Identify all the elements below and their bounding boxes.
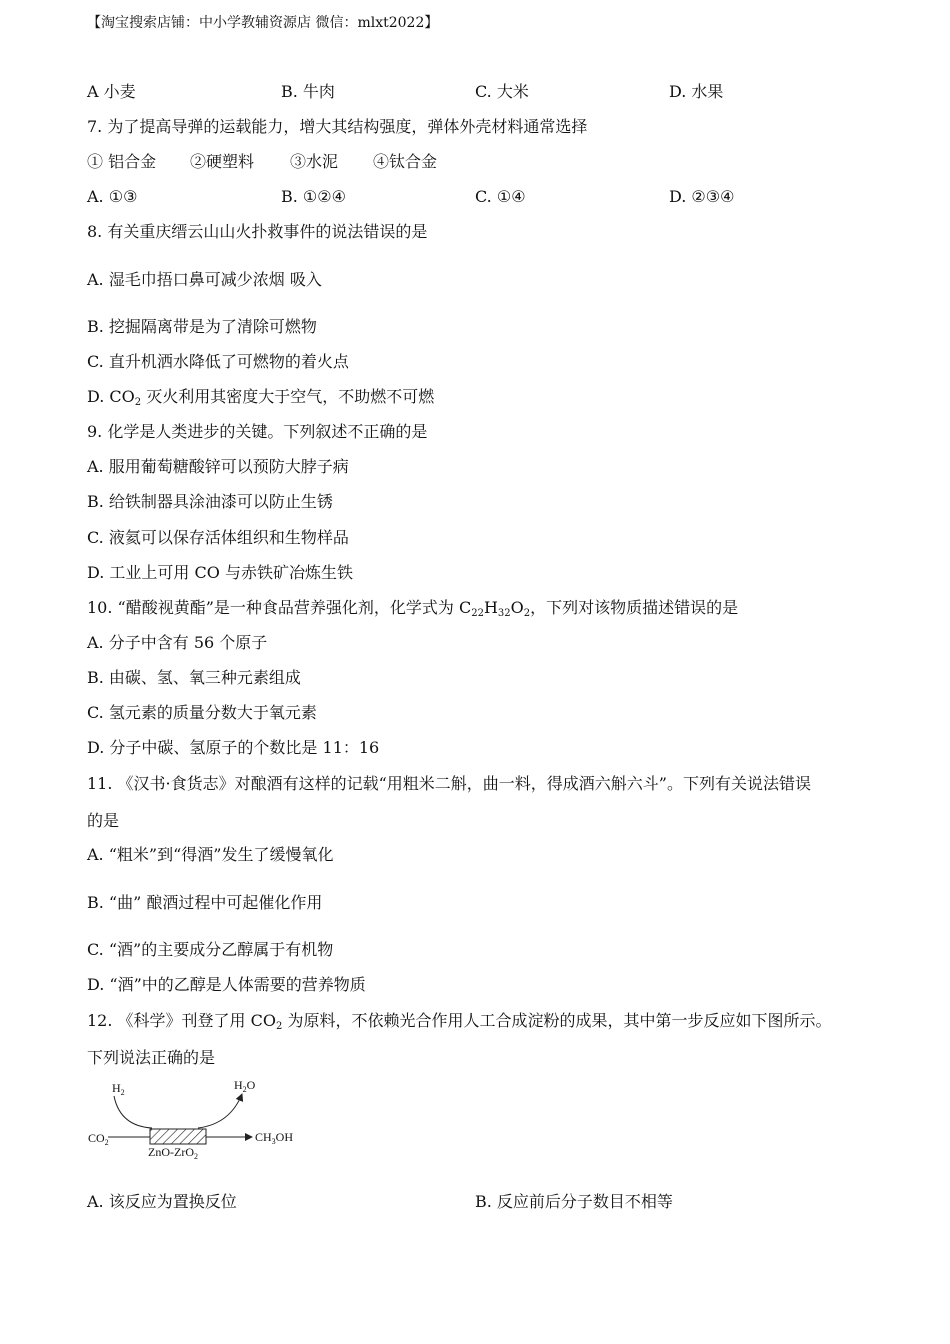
page-header-banner: 【淘宝搜索店铺：中小学教辅资源店 微信：mlxt2022】 bbox=[87, 15, 439, 31]
q7-option-d: D. ②③④ bbox=[669, 187, 735, 206]
q11-option-a: A. “粗米”到“得酒”发生了缓慢氧化 bbox=[87, 845, 334, 864]
q11-option-d: D. “酒”中的乙醇是人体需要的营养物质 bbox=[87, 975, 366, 994]
q10-sub-c: 22 bbox=[471, 608, 484, 619]
q6-option-d: D. 水果 bbox=[669, 82, 724, 101]
q8-option-d bbox=[87, 387, 434, 407]
q9-option-b: B. 给铁制器具涂油漆可以防止生锈 bbox=[87, 492, 333, 511]
q11-option-b: B. “曲” 酿酒过程中可起催化作用 bbox=[87, 893, 323, 912]
q8-option-c: C. 直升机洒水降低了可燃物的着火点 bbox=[87, 352, 349, 371]
q12-stem-line2: 下列说法正确的是 bbox=[87, 1048, 216, 1067]
q9-stem: 9. 化学是人类进步的关键。下列叙述不正确的是 bbox=[87, 422, 428, 441]
q8-option-a: A. 湿毛巾捂口鼻可减少浓烟 吸入 bbox=[87, 270, 322, 289]
q7-option-c: C. ①④ bbox=[475, 187, 526, 206]
q8-d-text: D. CO bbox=[87, 387, 135, 406]
q7-option-b: B. ①②④ bbox=[281, 187, 346, 206]
q12-option-b: B. 反应前后分子数目不相等 bbox=[475, 1192, 673, 1211]
q7-option-a: A. ①③ bbox=[87, 187, 138, 206]
q6-option-b: B. 牛肉 bbox=[281, 82, 335, 101]
label-catalyst: ZnO-ZrO$_2$ bbox=[148, 1145, 198, 1161]
q12-stem-subscript: 2 bbox=[275, 1021, 283, 1032]
q6-option-a: A 小麦 bbox=[87, 82, 136, 101]
reaction-diagram bbox=[86, 1076, 316, 1168]
q11-stem-line1: 11. 《汉书·食货志》对酿酒有这样的记载“用粗米二斛，曲一料，得成酒六斛六斗”。下列有关说法错误 bbox=[87, 774, 811, 793]
q7-item-2: ②硬塑料 bbox=[190, 152, 255, 171]
q11-stem-line2: 的是 bbox=[87, 811, 120, 830]
label-ch3oh: $CH_3OH$ bbox=[255, 1130, 294, 1146]
q9-option-c: C. 液氦可以保存活体组织和生物样品 bbox=[87, 528, 349, 547]
q7-stem: 7. 为了提高导弹的运载能力，增大其结构强度，弹体外壳材料通常选择 bbox=[87, 117, 588, 136]
catalyst-box bbox=[150, 1129, 206, 1144]
q8-stem: 8. 有关重庆缙云山山火扑救事件的说法错误的是 bbox=[87, 222, 428, 241]
q12-stem-text: 12. 《科学》刊登了用 CO bbox=[87, 1011, 276, 1030]
q12-stem-rest: 为原料，不依赖光合作用人工合成淀粉的成果，其中第一步反应如下图所示。 bbox=[282, 1011, 832, 1030]
q10-option-a: A. 分子中含有 56 个原子 bbox=[87, 633, 268, 652]
label-co2: $CO_2$ bbox=[88, 1131, 109, 1147]
q8-d-subscript: 2 bbox=[134, 397, 142, 408]
q10-option-b: B. 由碳、氢、氧三种元素组成 bbox=[87, 668, 301, 687]
q10-stem-text: 10. “醋酸视黄酯”是一种食品营养强化剂，化学式为 C bbox=[87, 598, 472, 617]
q10-sub-o: 2 bbox=[523, 608, 531, 619]
q10-h: H bbox=[483, 598, 498, 617]
q9-option-d: D. 工业上可用 CO 与赤铁矿冶炼生铁 bbox=[87, 563, 353, 582]
label-h2: $H_2$ bbox=[112, 1081, 125, 1097]
q8-option-b: B. 挖掘隔离带是为了清除可燃物 bbox=[87, 317, 317, 336]
q10-option-c: C. 氢元素的质量分数大于氧元素 bbox=[87, 703, 317, 722]
q8-d-rest: 灭火利用其密度大于空气，不助燃不可燃 bbox=[141, 387, 435, 406]
q10-option-d: D. 分子中碳、氢原子的个数比是 11：16 bbox=[87, 738, 380, 757]
q10-stem bbox=[87, 598, 738, 618]
q6-option-c: C. 大米 bbox=[475, 82, 529, 101]
q7-item-3: ③水泥 bbox=[290, 152, 339, 171]
q7-item-1: ① 铝合金 bbox=[87, 152, 157, 171]
q10-sub-h: 32 bbox=[497, 608, 511, 619]
h2-input-curve bbox=[114, 1096, 152, 1128]
q12-stem-line1 bbox=[87, 1011, 831, 1031]
q7-item-4: ④钛合金 bbox=[373, 152, 438, 171]
label-h2o: $H_2O$ bbox=[234, 1078, 256, 1094]
q10-stem-rest: ，下列对该物质描述错误的是 bbox=[530, 598, 739, 617]
h2o-output-arrow bbox=[198, 1094, 242, 1128]
q12-option-a: A. 该反应为置换反位 bbox=[87, 1192, 237, 1211]
q11-option-c: C. “酒”的主要成分乙醇属于有机物 bbox=[87, 940, 334, 959]
q10-o: O bbox=[510, 598, 524, 617]
q9-option-a: A. 服用葡萄糖酸锌可以预防大脖子病 bbox=[87, 457, 349, 476]
